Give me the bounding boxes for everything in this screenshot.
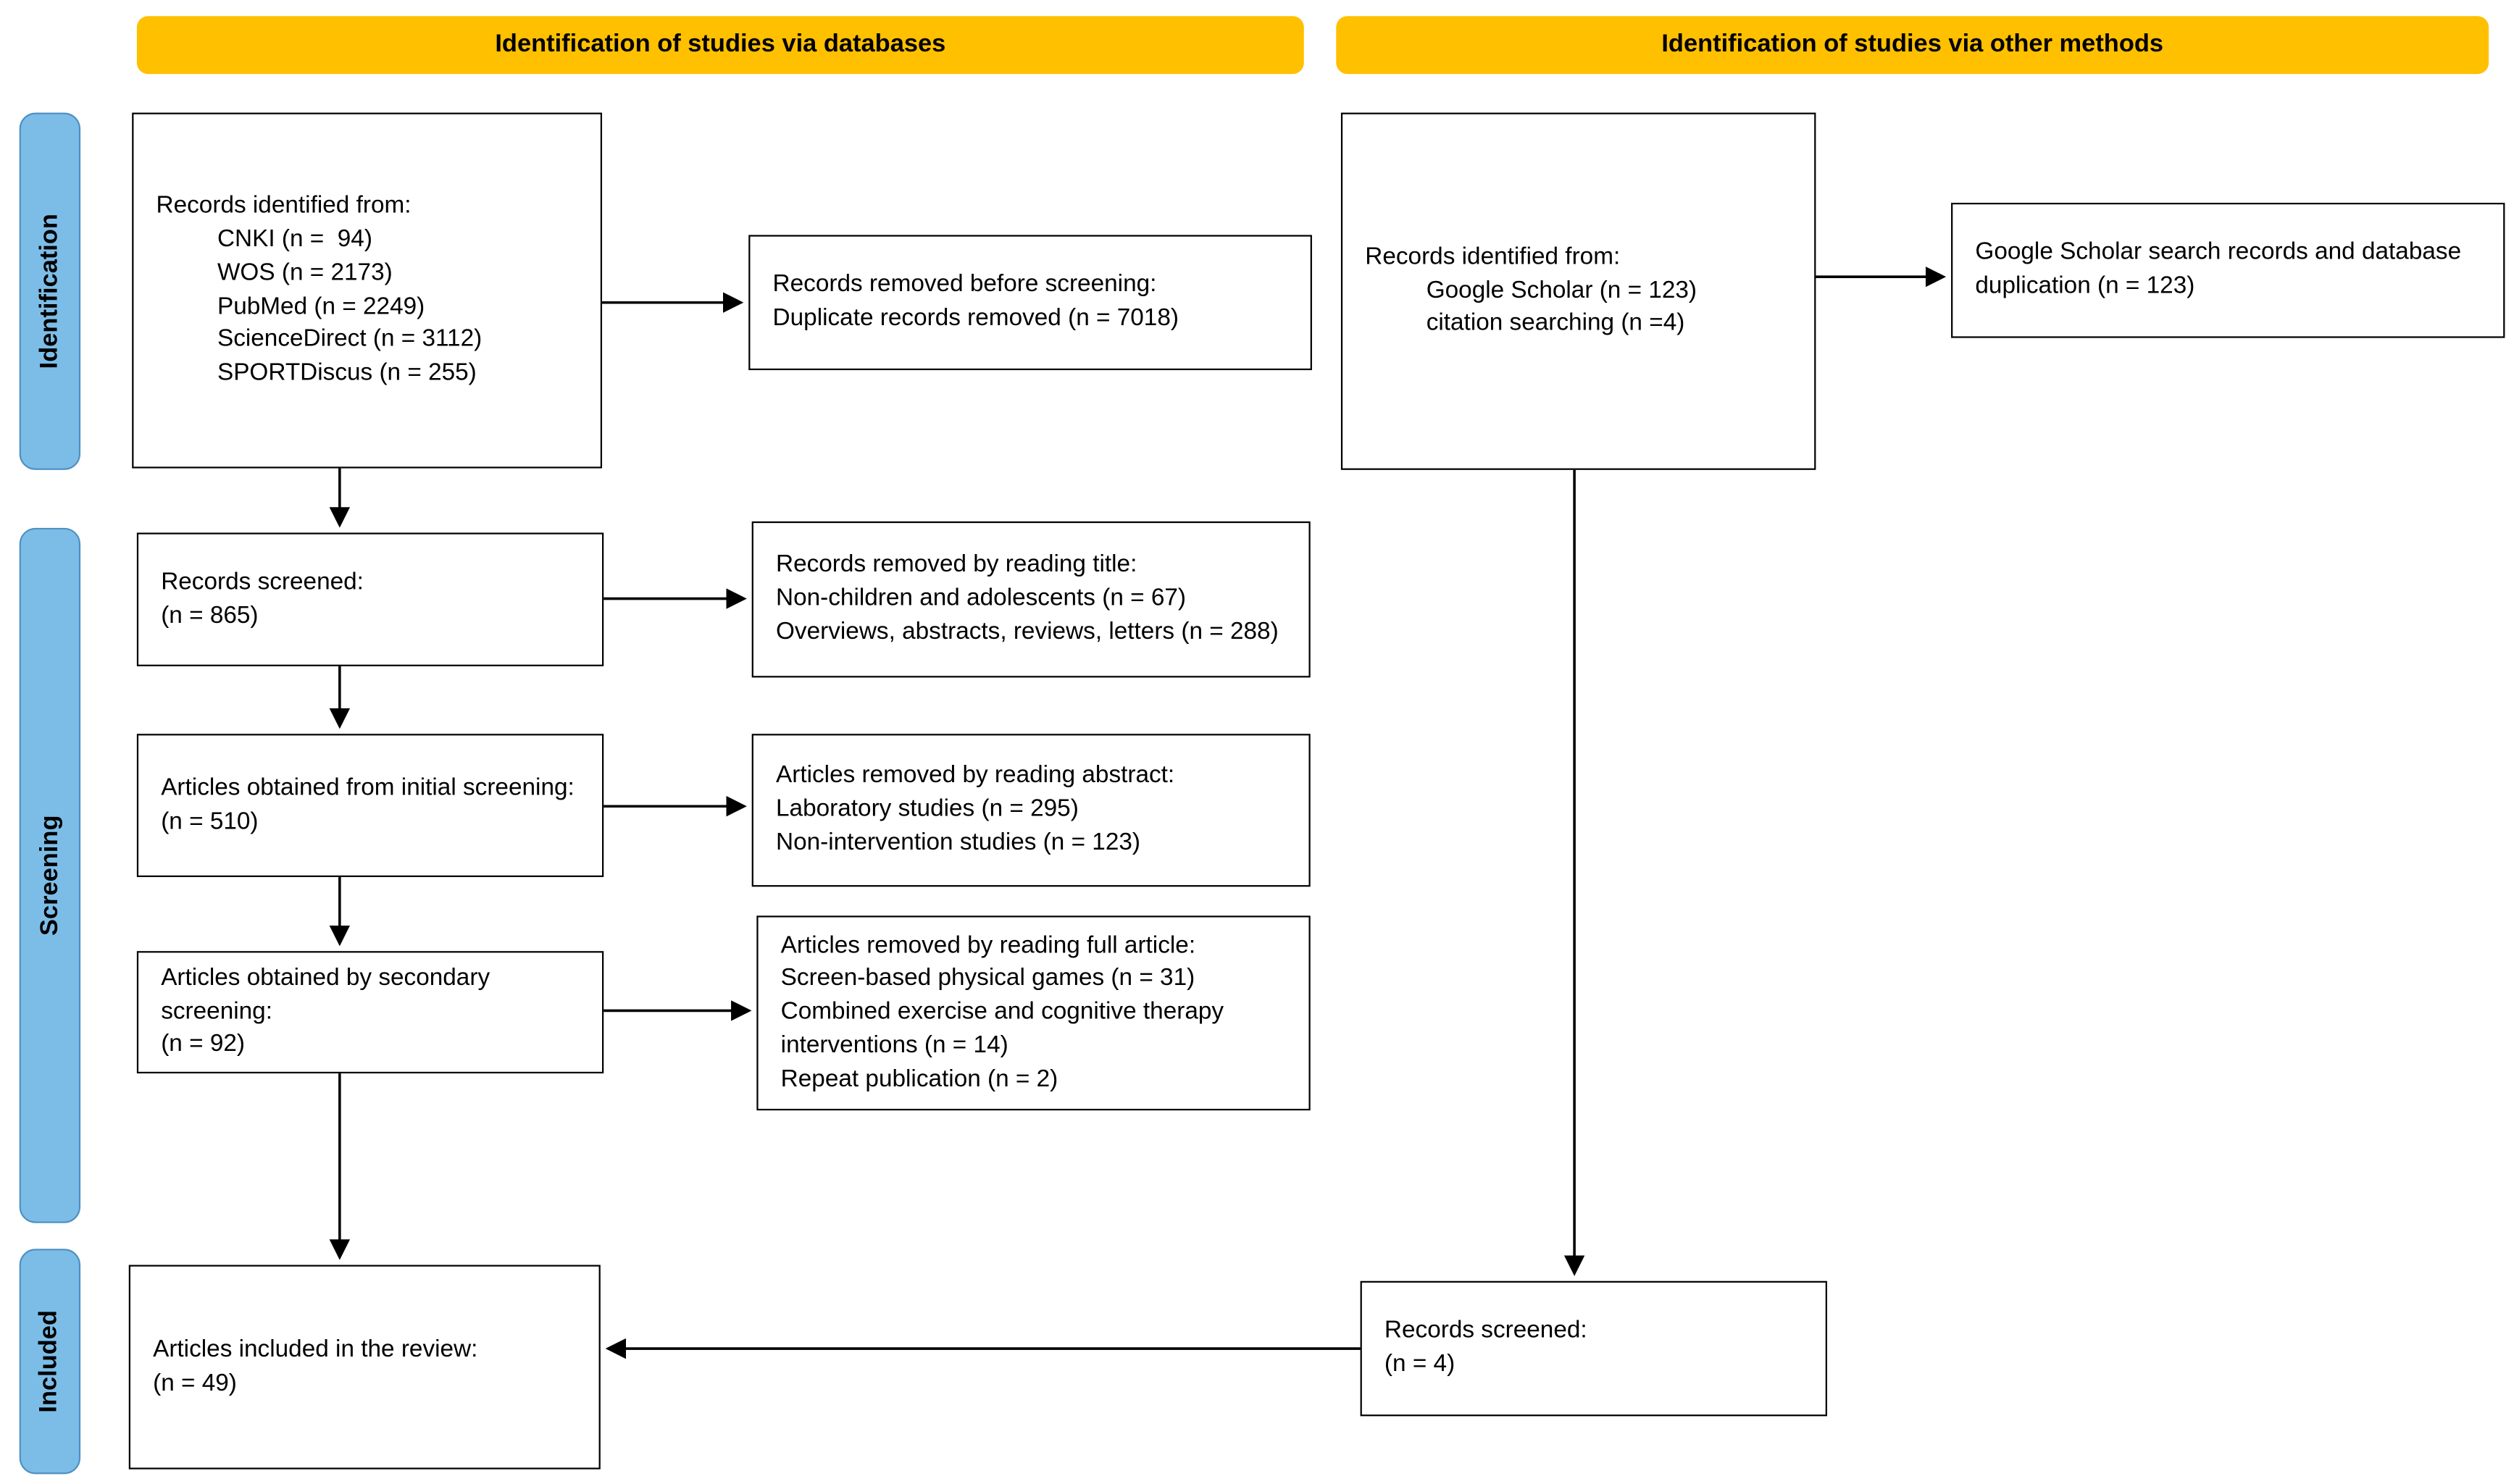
text-line: Records identified from: [156, 192, 412, 220]
text-line: Articles removed by reading full article: [780, 931, 1196, 959]
box-articles-included [129, 1265, 601, 1469]
stage-label-included: Included [35, 1310, 63, 1413]
text-line: Records identified from: [1365, 243, 1621, 271]
header-band-other-methods-label: Identification of studies via other methods [1661, 30, 2164, 58]
text-line: Overviews, abstracts, reviews, letters (n = 288) [776, 617, 1279, 645]
text-line: (n = 865) [161, 600, 259, 629]
text-line: Non-intervention studies (n = 123) [776, 828, 1141, 856]
text-line: citation searching (n =4) [1426, 309, 1685, 338]
stage-label-screening: Screening [35, 815, 63, 936]
text-line: Repeat publication (n = 2) [780, 1064, 1058, 1092]
text-line: (n = 92) [161, 1030, 246, 1058]
box-records-removed-before-screening [748, 235, 1312, 370]
box-records-identified-other [1341, 113, 1816, 470]
text-line: (n = 49) [153, 1368, 237, 1396]
text-line: Duplicate records removed (n = 7018) [772, 303, 1179, 332]
text-line: (n = 4) [1384, 1350, 1455, 1378]
text-line: SPORTDiscus (n = 255) [217, 359, 477, 387]
text-line: Laboratory studies (n = 295) [776, 795, 1079, 823]
stage-bar-screening [20, 528, 80, 1223]
stage-label-identification: Identification [35, 214, 63, 369]
text-line: (n = 510) [161, 807, 259, 835]
box-records-identified-databases [132, 113, 602, 469]
text-line: Articles obtained by secondary screening: [161, 963, 497, 1025]
text-line: Records removed before screening: [772, 270, 1157, 298]
stage-bar-identification [20, 113, 80, 470]
text-line: WOS (n = 2173) [217, 259, 393, 287]
box-articles-secondary-screening [137, 951, 603, 1073]
text-line: Screen-based physical games (n = 31) [780, 965, 1195, 992]
box-records-removed-by-title [752, 521, 1311, 678]
header-band-databases-label: Identification of studies via databases [495, 30, 946, 58]
box-articles-removed-by-full-article [756, 915, 1310, 1110]
box-google-scholar-duplication [1951, 203, 2505, 338]
header-band-databases [137, 16, 1304, 74]
text-line: Non-children and adolescents (n = 67) [776, 584, 1187, 612]
header-band-other-methods [1336, 16, 2489, 74]
text-line: Articles removed by reading abstract: [776, 762, 1175, 789]
text-line: Records screened: [1384, 1317, 1587, 1345]
text-line: Google Scholar search records and database duplication (n = 123) [1975, 238, 2468, 300]
text-line: Records screened: [161, 567, 364, 595]
text-line: Combined exercise and cognitive therapy interventions (n = 14) [780, 997, 1231, 1059]
text-line: CNKI (n = 94) [217, 225, 372, 253]
text-line: Google Scholar (n = 123) [1426, 276, 1697, 304]
box-records-screened-databases [137, 532, 603, 666]
text-line: Records removed by reading title: [776, 550, 1137, 579]
box-articles-removed-by-abstract [752, 734, 1311, 886]
box-articles-initial-screening [137, 734, 603, 877]
text-line: Articles included in the review: [153, 1335, 478, 1363]
stage-bar-included [20, 1249, 80, 1474]
text-line: Articles obtained from initial screening: [161, 774, 575, 802]
text-line: ScienceDirect (n = 3112) [217, 325, 483, 353]
text-line: PubMed (n = 2249) [217, 292, 425, 320]
box-records-screened-other [1361, 1281, 1827, 1417]
